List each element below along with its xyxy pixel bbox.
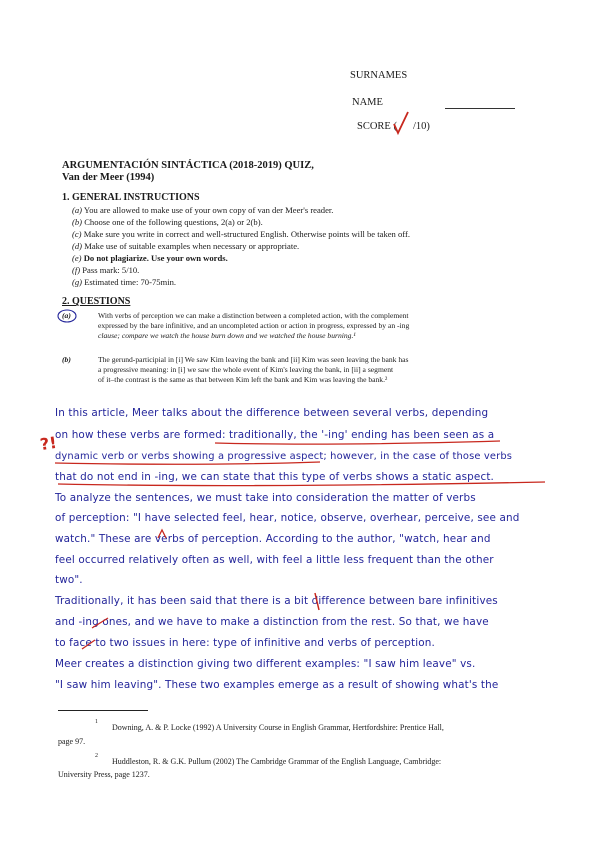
score-prefix: SCORE ( <box>357 121 397 132</box>
question-b-line: a progressive meaning: in [i] we saw the whole event of Kim's leaving the bank, in [ii] a segment <box>98 365 394 374</box>
instruction-item: (g) Estimated time: 70-75min. <box>72 277 177 287</box>
question-b-label: (b) <box>62 355 71 364</box>
margin-mark: ?! <box>38 432 59 455</box>
question-a-line: expressed by the bare infinitive, and an uncompleted action or action in progress, expressed by an -ing <box>98 321 410 330</box>
quiz-title: ARGUMENTACIÓN SINTÁCTICA (2018-2019) QUIZ, <box>62 160 314 171</box>
instruction-item: (a) You are allowed to make use of your own copy of van der Meer's reader. <box>72 205 334 215</box>
footnote-2-cont: University Press, page 1237. <box>58 770 150 779</box>
handwritten-line: of perception: "I have selected feel, hear, notice, observe, overhear, perceive, see and <box>55 512 520 524</box>
name-label: NAME <box>352 97 383 108</box>
handwritten-line: watch." These are verbs of perception. According to the author, "watch, hear and <box>55 533 491 545</box>
score-suffix: /10) <box>412 121 430 132</box>
handwritten-line: Traditionally, it has been said that there is a bit difference between bare infinitives <box>55 595 498 607</box>
underline-mark <box>215 441 500 444</box>
underline-mark <box>55 462 320 464</box>
handwritten-line: on how these verbs are formed: traditionally, the '-ing' ending has been seen as a <box>55 429 495 441</box>
question-a-line: With verbs of perception we can make a distinction between a completed action, with the complement <box>98 311 409 320</box>
caret-mark <box>158 530 166 538</box>
surnames-label: SURNAMES <box>350 70 408 81</box>
questions-heading: 2. QUESTIONS <box>62 296 131 307</box>
check-mark-icon <box>394 112 408 133</box>
strike-mark <box>315 593 319 610</box>
handwritten-line: to face to two issues in here: type of infinitive and verbs of perception. <box>55 637 435 649</box>
instruction-item: (e) Do not plagiarize. Use your own words. <box>72 253 228 263</box>
footnote-1-cont: page 97. <box>58 737 86 746</box>
handwritten-line: feel occurred relatively often as well, with feel a little less frequent than the other <box>55 554 494 566</box>
instruction-item: (f) Pass mark: 5/10. <box>72 265 140 275</box>
footnote-1: Downing, A. & P. Locke (1992) A University Course in English Grammar, Hertfordshire: Prentice Hall, <box>112 723 444 732</box>
selected-question-circle <box>58 310 76 322</box>
general-instructions-heading: 1. GENERAL INSTRUCTIONS <box>62 192 200 203</box>
handwritten-line: dynamic verb or verbs showing a progressive aspect; however, in the case of those verbs <box>55 451 513 462</box>
question-a-line: clause; compare we watch the house burn down and we watched the house burning.¹ <box>98 331 356 340</box>
handwritten-line: Meer creates a distinction giving two different examples: "I saw him leave" vs. <box>55 658 476 670</box>
footnote-mark: 2 <box>95 753 98 759</box>
strike-mark <box>82 640 95 649</box>
quiz-subtitle: Van der Meer (1994) <box>62 172 155 183</box>
handwritten-line: and -ing ones, and we have to make a distinction from the rest. So that, we have <box>55 616 489 628</box>
handwritten-line: To analyze the sentences, we must take into consideration the matter of verbs <box>55 492 476 504</box>
question-b-line: The gerund-participial in [i] We saw Kim leaving the bank and [ii] Kim was seen leaving the bank has <box>98 355 409 364</box>
footnote-2: Huddleston, R. & G.K. Pullum (2002) The Cambridge Grammar of the English Language, Cambridge: <box>112 757 442 766</box>
handwritten-line: In this article, Meer talks about the difference between several verbs, depending <box>55 407 489 419</box>
footnote-mark: 1 <box>95 719 98 725</box>
strike-mark <box>92 618 108 628</box>
instruction-item: (c) Make sure you write in correct and well-structured English. Otherwise points will be taken off. <box>72 229 411 239</box>
question-a-label: (a) <box>62 311 71 320</box>
handwritten-line: "I saw him leaving". These two examples emerge as a result of showing what's the <box>55 679 499 691</box>
instruction-item: (d) Make use of suitable examples when necessary or appropriate. <box>72 241 300 251</box>
question-b-line: of it–the contrast is the same as that between Kim left the bank and Kim was leaving the bank.² <box>98 375 388 384</box>
underline-mark <box>58 482 545 486</box>
handwritten-line: that do not end in -ing, we can state that this type of verbs shows a static aspect. <box>55 471 494 483</box>
instruction-item: (b) Choose one of the following questions, 2(a) or 2(b). <box>72 217 263 227</box>
handwritten-line: two". <box>55 574 83 586</box>
